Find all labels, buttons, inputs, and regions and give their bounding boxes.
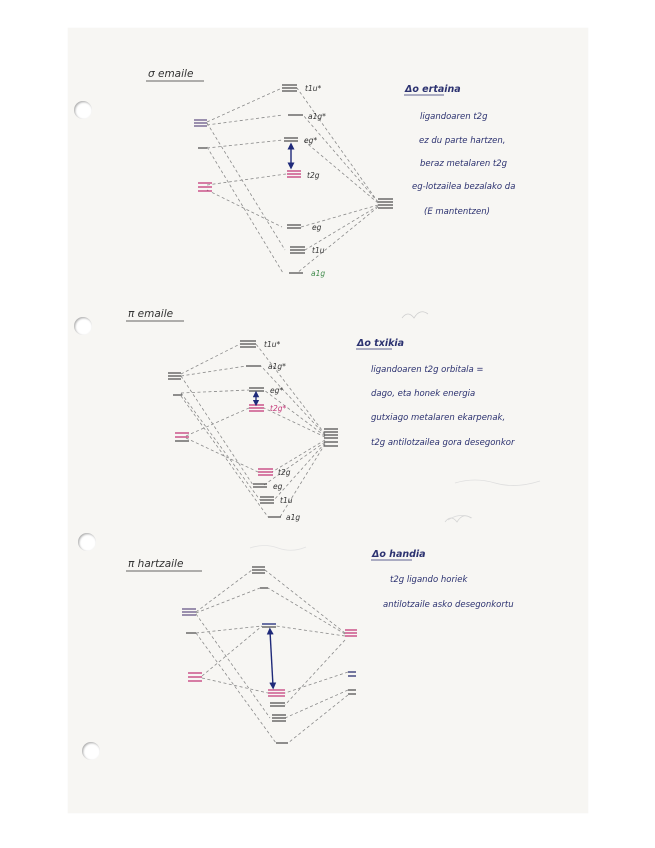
level-label: t2g	[278, 468, 291, 477]
observation-line: eg-lotzailea bezalako da	[412, 182, 516, 192]
level-label: a1g*	[268, 362, 286, 371]
correlation-lines	[181, 344, 325, 517]
section-pi-donor	[126, 308, 540, 522]
level-label: t2g	[307, 171, 320, 180]
metal-levels	[168, 373, 189, 441]
level-label: t1u*	[305, 84, 322, 93]
observation-title: Δo txikia	[357, 338, 405, 349]
section-sigma-donor	[146, 68, 515, 278]
mo-levels	[282, 85, 305, 273]
metal-levels	[182, 609, 202, 681]
level-label: t1u	[280, 496, 293, 505]
ligand-levels	[378, 199, 393, 208]
observation-title: Δo handia	[372, 549, 426, 560]
level-label: t2g*	[270, 404, 287, 413]
ligand-levels	[345, 630, 357, 694]
section-title: σ emaile	[148, 68, 194, 80]
observation-line: gutxiago metalaren ekarpenak,	[371, 413, 506, 423]
level-label: t1u*	[264, 340, 281, 349]
observation-line: (E mantentzen)	[424, 207, 490, 217]
faint-scribble	[455, 480, 540, 486]
level-label: a1g*	[308, 112, 326, 121]
observation-line: dago, eta honek energia	[371, 389, 476, 399]
section-pi-acceptor	[126, 516, 514, 743]
observation-line: t2g antilotzailea gora desegonkor	[371, 438, 515, 448]
mo-levels	[252, 567, 288, 743]
level-label: a1g	[311, 269, 326, 278]
observation-line: beraz metalaren t2g	[420, 159, 508, 169]
level-label: eg	[273, 482, 283, 491]
observation-line: ligandoaren t2g	[420, 112, 488, 122]
observation-line: antilotzaile asko desegonkortu	[383, 600, 514, 610]
observation-line: ez du parte hartzen,	[419, 136, 506, 146]
faint-scribble	[402, 312, 428, 318]
delta-o-arrow	[270, 631, 273, 686]
metal-levels	[194, 120, 212, 191]
observation-title: Δo ertaina	[405, 84, 461, 95]
level-label: eg*	[270, 386, 284, 395]
level-label: t1u	[312, 246, 325, 255]
observation-line: t2g ligando horiek	[390, 575, 468, 585]
faint-scribble	[445, 516, 471, 522]
observation-line: ligandoaren t2g orbitala =	[371, 365, 484, 375]
level-label: eg*	[304, 136, 318, 145]
correlation-lines	[207, 88, 378, 273]
section-title: π hartzaile	[128, 558, 184, 570]
section-title: π emaile	[128, 308, 174, 320]
level-label: eg	[312, 223, 322, 232]
level-label: a1g	[286, 513, 301, 522]
ligand-levels	[324, 429, 338, 446]
faint-scribble	[250, 546, 306, 551]
